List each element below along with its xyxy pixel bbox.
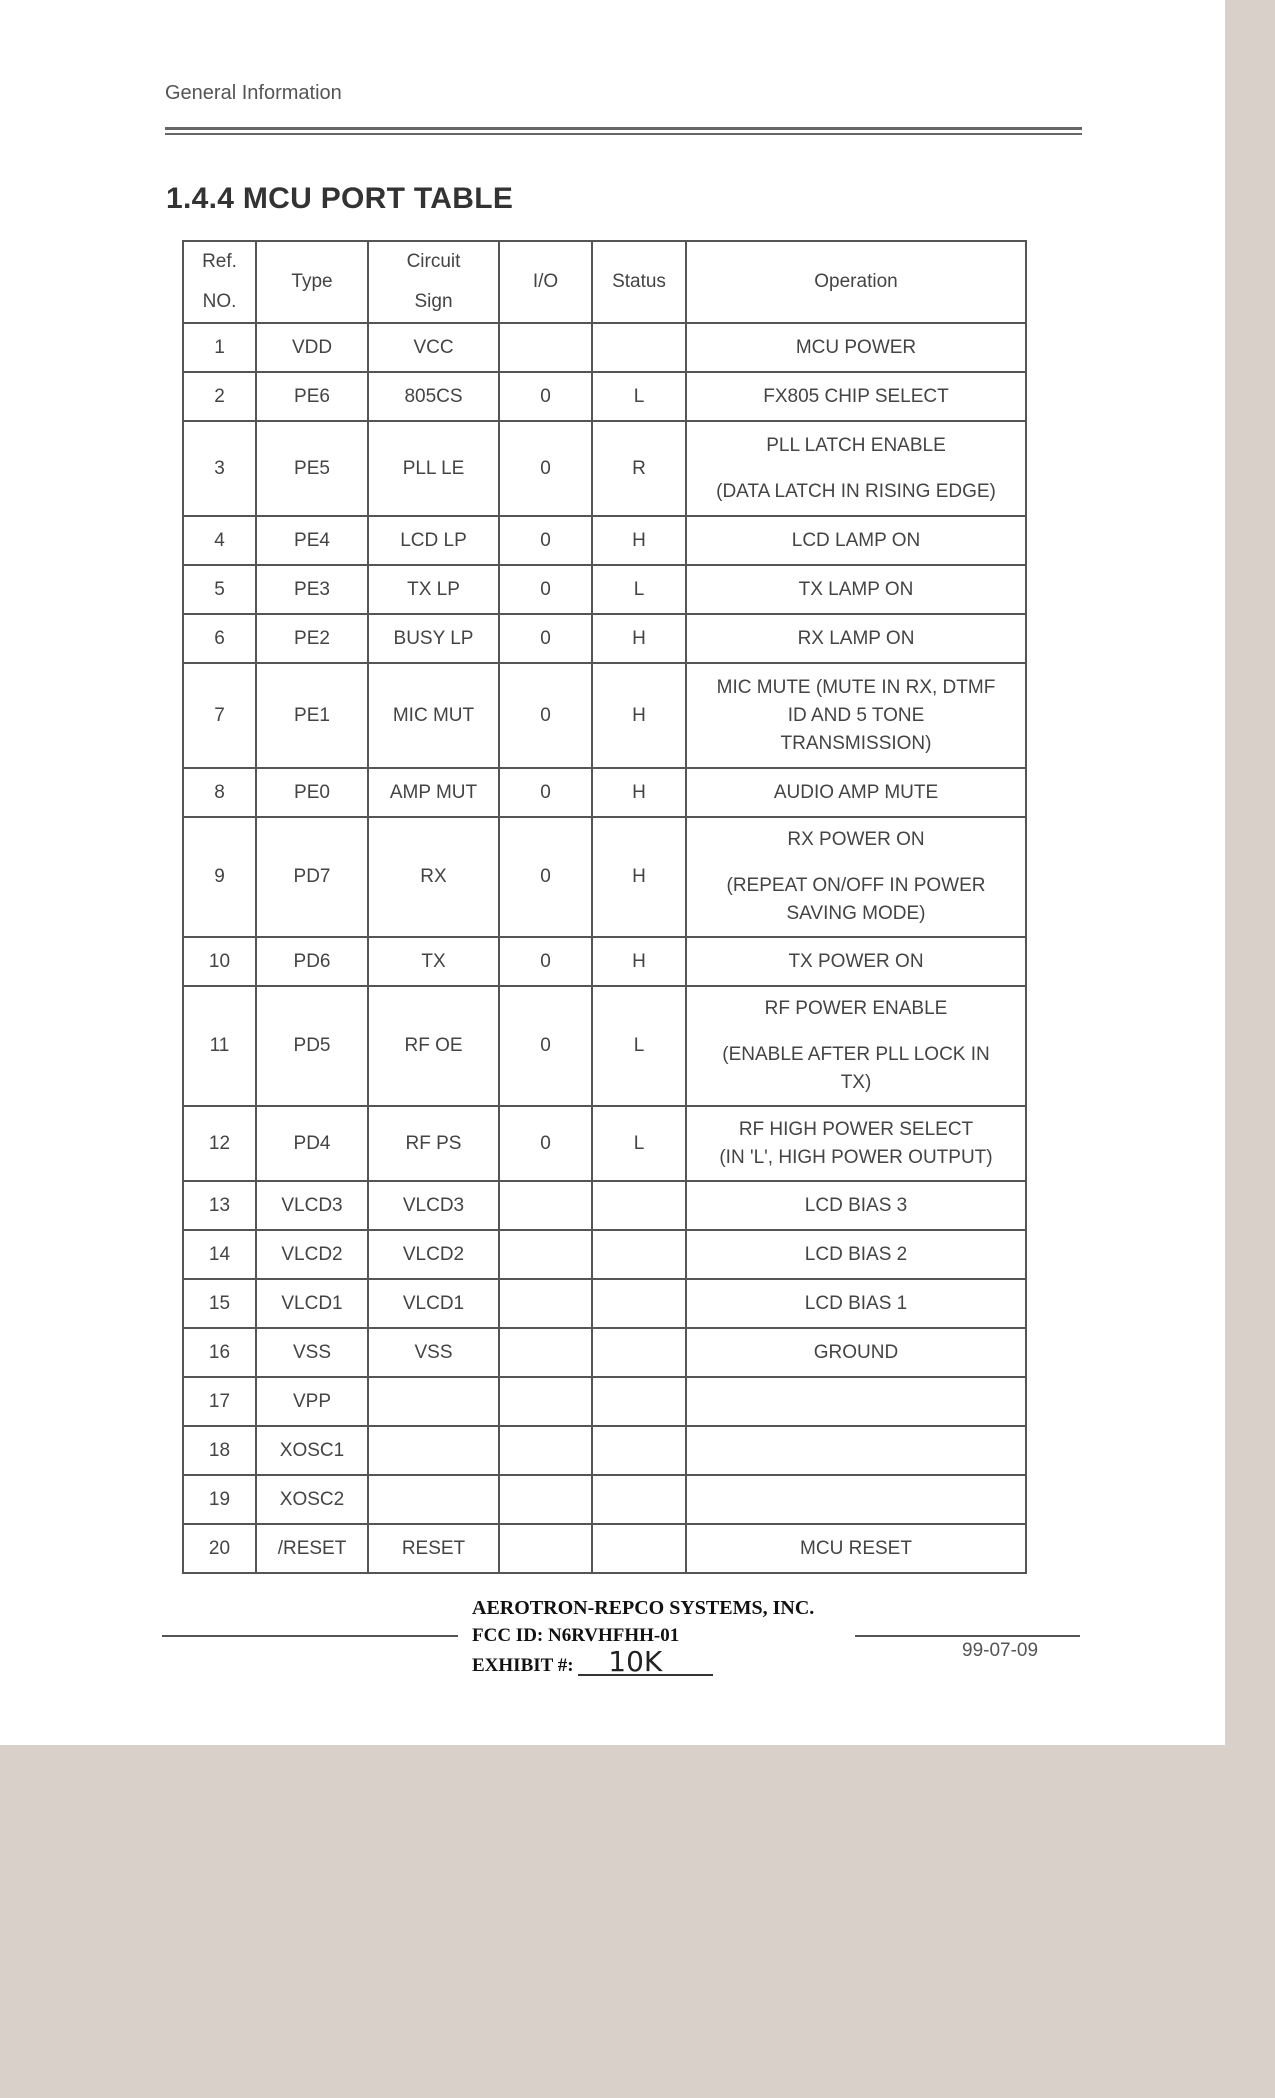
cell-operation (686, 986, 1026, 1106)
cell-operation (686, 516, 1026, 565)
cell-operation (686, 421, 1026, 516)
operation-line: RX LAMP ON (797, 627, 915, 649)
cell-status: L (592, 565, 686, 614)
operation-line: ID AND 5 TONE (787, 704, 925, 726)
operation-line: GROUND (813, 1341, 899, 1363)
column-header-io: I/O (499, 241, 592, 323)
cell-circuit-sign: RX (368, 817, 499, 937)
cell-ref-no: 9 (183, 817, 256, 937)
cell-status: H (592, 817, 686, 937)
stamp-exhibit-label: EXHIBIT #: (472, 1655, 574, 1676)
cell-status (592, 1279, 686, 1328)
table-row (183, 1230, 1026, 1279)
cell-type: XOSC2 (256, 1475, 368, 1524)
cell-circuit-sign: BUSY LP (368, 614, 499, 663)
cell-ref-no: 10 (183, 937, 256, 986)
cell-status: H (592, 937, 686, 986)
cell-status: H (592, 614, 686, 663)
table-row (183, 1524, 1026, 1573)
cell-operation (686, 1181, 1026, 1230)
cell-status: L (592, 372, 686, 421)
cell-ref-no: 13 (183, 1181, 256, 1230)
cell-status (592, 1426, 686, 1475)
cell-io (499, 1181, 592, 1230)
table-row (183, 1279, 1026, 1328)
table-row (183, 1475, 1026, 1524)
column-header-circuit-line1: Circuit (406, 251, 461, 272)
stamp-company: AEROTRON-REPCO SYSTEMS, INC. (472, 1597, 815, 1619)
cell-status (592, 1377, 686, 1426)
cell-operation (686, 372, 1026, 421)
table-header-row (183, 241, 1026, 323)
cell-type: PD6 (256, 937, 368, 986)
cell-ref-no: 17 (183, 1377, 256, 1426)
operation-line: RF HIGH POWER SELECT (738, 1118, 974, 1140)
cell-status: L (592, 1106, 686, 1181)
cell-ref-no: 11 (183, 986, 256, 1106)
column-header-circuit-sign (368, 241, 499, 323)
cell-status: L (592, 986, 686, 1106)
cell-io: 0 (499, 1106, 592, 1181)
footer-rule-left (162, 1635, 458, 1637)
operation-line: (ENABLE AFTER PLL LOCK IN (722, 1044, 990, 1065)
cell-operation (686, 817, 1026, 937)
footer-rule-right (855, 1635, 1080, 1637)
operation-line: RF POWER ENABLE (764, 998, 948, 1019)
operation-line: MIC MUTE (MUTE IN RX, DTMF (716, 676, 996, 698)
cell-status (592, 1475, 686, 1524)
cell-type: PE6 (256, 372, 368, 421)
cell-operation (686, 1475, 1026, 1524)
operation-line: (REPEAT ON/OFF IN POWER (726, 875, 986, 896)
operation-line: (IN 'L', HIGH POWER OUTPUT) (719, 1146, 993, 1168)
cell-ref-no: 15 (183, 1279, 256, 1328)
column-header-status: Status (592, 241, 686, 323)
operation-line: LCD BIAS 2 (804, 1243, 908, 1265)
cell-circuit-sign: RF PS (368, 1106, 499, 1181)
stamp-fcc-id: FCC ID: N6RVHFHH-01 (472, 1625, 680, 1646)
table-row (183, 1106, 1026, 1181)
cell-ref-no: 19 (183, 1475, 256, 1524)
operation-line: RX POWER ON (787, 829, 925, 850)
footer-date: 99-07-09 (962, 1640, 1039, 1661)
mcu-port-table (182, 240, 1027, 1574)
cell-ref-no: 4 (183, 516, 256, 565)
operation-line: AUDIO AMP MUTE (773, 781, 939, 803)
cell-io (499, 1377, 592, 1426)
cell-ref-no: 12 (183, 1106, 256, 1181)
cell-operation (686, 1377, 1026, 1426)
cell-operation (686, 1279, 1026, 1328)
cell-ref-no: 18 (183, 1426, 256, 1475)
stamp-exhibit-handwritten-value: 10K (578, 1650, 713, 1676)
cell-operation (686, 1230, 1026, 1279)
operation-line: LCD BIAS 1 (804, 1292, 908, 1314)
cell-io (499, 1279, 592, 1328)
operation-line: LCD BIAS 3 (804, 1194, 908, 1216)
cell-type: VSS (256, 1328, 368, 1377)
header-rule (165, 127, 1082, 130)
cell-circuit-sign: AMP MUT (368, 768, 499, 817)
cell-circuit-sign: RESET (368, 1524, 499, 1573)
cell-circuit-sign: TX LP (368, 565, 499, 614)
table-row (183, 516, 1026, 565)
section-title: 1.4.4 MCU PORT TABLE (166, 182, 514, 215)
cell-status (592, 1524, 686, 1573)
cell-io (499, 1230, 592, 1279)
cell-io (499, 1475, 592, 1524)
cell-ref-no: 14 (183, 1230, 256, 1279)
cell-io: 0 (499, 768, 592, 817)
cell-type: PE1 (256, 663, 368, 768)
operation-line: (DATA LATCH IN RISING EDGE) (716, 480, 996, 502)
cell-status (592, 1230, 686, 1279)
cell-io (499, 1426, 592, 1475)
cell-operation (686, 937, 1026, 986)
cell-circuit-sign: 805CS (368, 372, 499, 421)
cell-status: R (592, 421, 686, 516)
cell-type: VLCD2 (256, 1230, 368, 1279)
cell-type: PD7 (256, 817, 368, 937)
cell-circuit-sign: VLCD2 (368, 1230, 499, 1279)
operation-line: TX LAMP ON (798, 578, 914, 600)
page-header: General Information (165, 82, 342, 104)
operation-line: MCU POWER (795, 336, 917, 358)
table-row (183, 817, 1026, 937)
cell-operation (686, 323, 1026, 372)
cell-ref-no: 5 (183, 565, 256, 614)
table-row (183, 1328, 1026, 1377)
cell-circuit-sign: VLCD3 (368, 1181, 499, 1230)
cell-io: 0 (499, 372, 592, 421)
cell-io: 0 (499, 565, 592, 614)
cell-io (499, 323, 592, 372)
cell-type: VDD (256, 323, 368, 372)
header-rule-secondary (165, 133, 1082, 135)
table-row (183, 372, 1026, 421)
cell-io: 0 (499, 516, 592, 565)
column-header-ref-line2: NO. (202, 291, 237, 312)
cell-circuit-sign: VLCD1 (368, 1279, 499, 1328)
exhibit-stamp (472, 1594, 814, 1680)
cell-circuit-sign: RF OE (368, 986, 499, 1106)
cell-io: 0 (499, 937, 592, 986)
cell-type: /RESET (256, 1524, 368, 1573)
column-header-circuit-line2: Sign (414, 291, 453, 312)
table-row (183, 323, 1026, 372)
table-body (183, 323, 1026, 1573)
column-header-ref-line1: Ref. (202, 251, 237, 272)
cell-ref-no: 16 (183, 1328, 256, 1377)
table-row (183, 421, 1026, 516)
table-row (183, 614, 1026, 663)
cell-status: H (592, 516, 686, 565)
table-row (183, 986, 1026, 1106)
cell-io: 0 (499, 986, 592, 1106)
cell-operation (686, 1524, 1026, 1573)
cell-circuit-sign: PLL LE (368, 421, 499, 516)
cell-type: PE3 (256, 565, 368, 614)
cell-io: 0 (499, 421, 592, 516)
cell-operation (686, 1328, 1026, 1377)
cell-circuit-sign: VCC (368, 323, 499, 372)
table-row (183, 663, 1026, 768)
cell-operation (686, 663, 1026, 768)
operation-line: LCD LAMP ON (791, 529, 921, 551)
cell-ref-no: 6 (183, 614, 256, 663)
cell-circuit-sign: MIC MUT (368, 663, 499, 768)
table-row (183, 565, 1026, 614)
cell-operation (686, 1106, 1026, 1181)
cell-operation (686, 614, 1026, 663)
cell-status: H (592, 768, 686, 817)
operation-line: TRANSMISSION) (780, 732, 932, 754)
operation-line: TX POWER ON (788, 950, 924, 972)
operation-line: FX805 CHIP SELECT (763, 385, 949, 407)
cell-io (499, 1524, 592, 1573)
cell-type: VLCD1 (256, 1279, 368, 1328)
cell-io: 0 (499, 614, 592, 663)
cell-type: VLCD3 (256, 1181, 368, 1230)
table-row (183, 768, 1026, 817)
cell-ref-no: 3 (183, 421, 256, 516)
cell-ref-no: 1 (183, 323, 256, 372)
cell-io: 0 (499, 817, 592, 937)
cell-circuit-sign (368, 1377, 499, 1426)
cell-status (592, 1181, 686, 1230)
table-row (183, 1181, 1026, 1230)
cell-operation (686, 1426, 1026, 1475)
cell-ref-no: 2 (183, 372, 256, 421)
cell-ref-no: 20 (183, 1524, 256, 1573)
cell-ref-no: 8 (183, 768, 256, 817)
cell-io: 0 (499, 663, 592, 768)
cell-type: PE2 (256, 614, 368, 663)
cell-operation (686, 565, 1026, 614)
table-row (183, 937, 1026, 986)
operation-line: SAVING MODE) (786, 903, 926, 924)
table-row (183, 1426, 1026, 1475)
cell-circuit-sign (368, 1426, 499, 1475)
cell-status: H (592, 663, 686, 768)
cell-io (499, 1328, 592, 1377)
cell-type: VPP (256, 1377, 368, 1426)
cell-operation (686, 768, 1026, 817)
cell-circuit-sign (368, 1475, 499, 1524)
column-header-operation: Operation (686, 241, 1026, 323)
table-row (183, 1377, 1026, 1426)
cell-circuit-sign: TX (368, 937, 499, 986)
column-header-type: Type (256, 241, 368, 323)
column-header-ref (183, 241, 256, 323)
cell-circuit-sign: VSS (368, 1328, 499, 1377)
stamp-exhibit-line (472, 1645, 814, 1680)
cell-type: PE4 (256, 516, 368, 565)
cell-ref-no: 7 (183, 663, 256, 768)
operation-line: TX) (840, 1072, 872, 1093)
cell-type: PE5 (256, 421, 368, 516)
operation-line: MCU RESET (800, 1537, 912, 1559)
operation-line: PLL LATCH ENABLE (766, 434, 946, 456)
cell-status (592, 1328, 686, 1377)
cell-status (592, 323, 686, 372)
cell-type: PD4 (256, 1106, 368, 1181)
cell-circuit-sign: LCD LP (368, 516, 499, 565)
cell-type: XOSC1 (256, 1426, 368, 1475)
cell-type: PE0 (256, 768, 368, 817)
cell-type: PD5 (256, 986, 368, 1106)
